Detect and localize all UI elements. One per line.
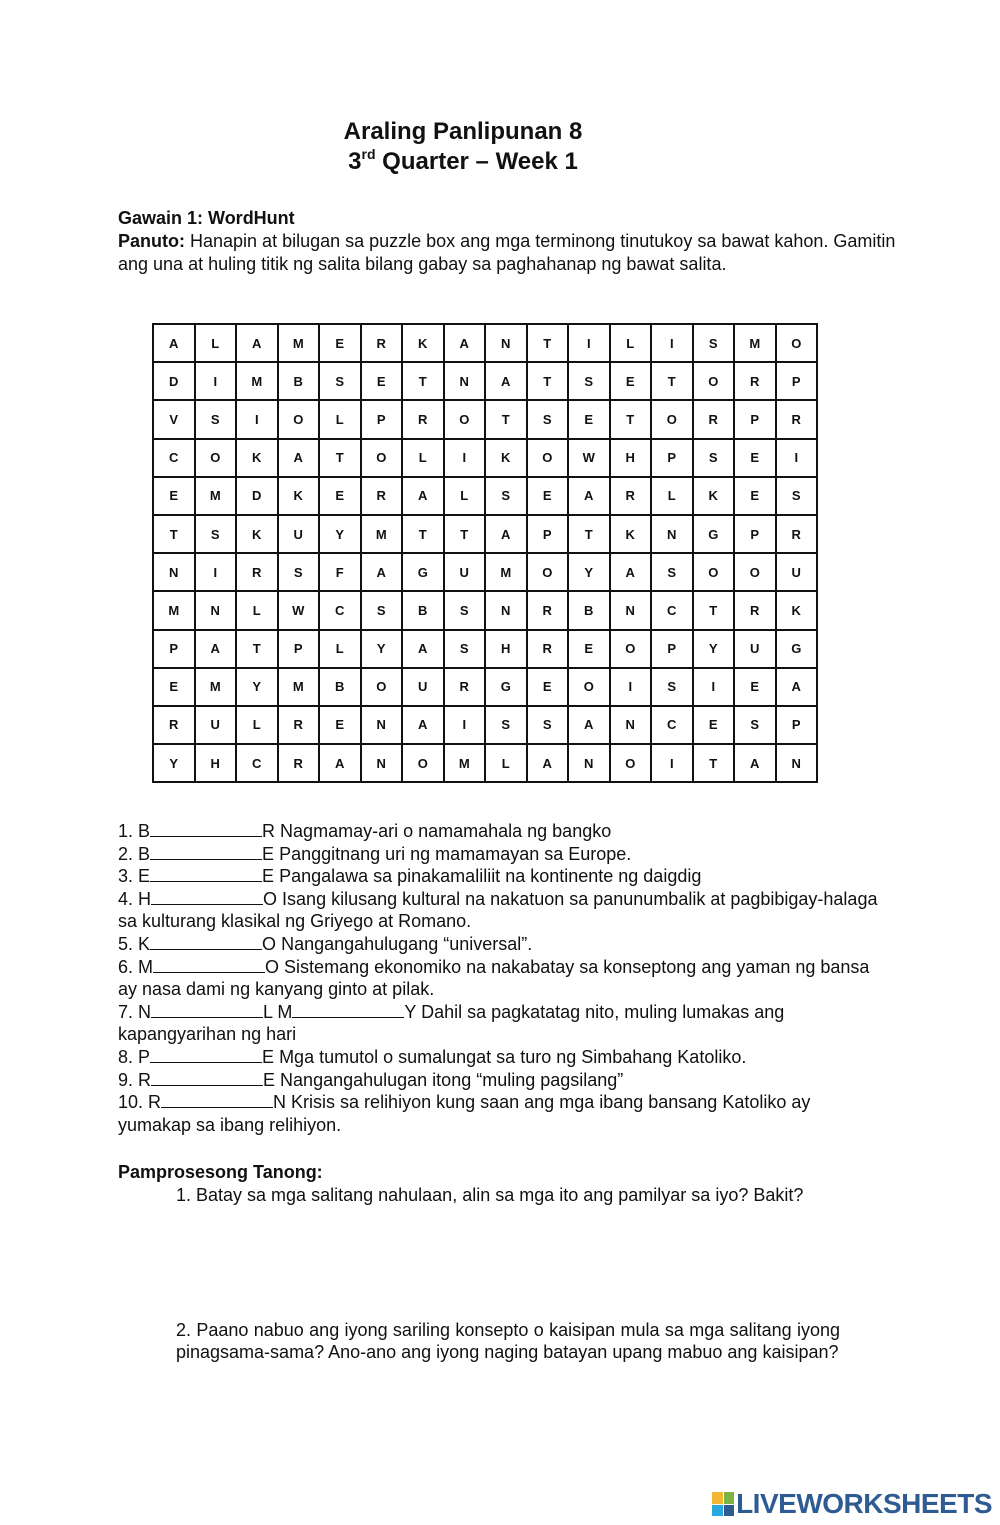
processing-questions-heading: Pamprosesong Tanong: [118,1162,323,1182]
clue-item [118,1046,878,1069]
grid-cell[interactable]: O [734,553,776,591]
quarter-number: 3 [348,148,362,175]
grid-cell[interactable]: A [236,324,278,362]
grid-cell[interactable]: E [734,439,776,477]
grid-cell[interactable]: R [278,744,320,782]
grid-cell[interactable]: N [568,744,610,782]
grid-cell[interactable]: M [278,668,320,706]
grid-cell[interactable]: M [734,324,776,362]
grid-cell[interactable]: K [693,477,735,515]
clue-first-letter: N [138,1001,152,1022]
clue-item [118,888,878,933]
clue-description: Nangangahulugang “universal”. [276,933,533,954]
grid-cell[interactable]: Y [319,515,361,553]
grid-cell[interactable]: I [651,324,693,362]
grid-cell[interactable]: T [693,744,735,782]
grid-cell[interactable]: S [734,706,776,744]
grid-cell[interactable]: N [485,591,527,629]
clue-description: Mga tumutol o sumalungat sa turo ng Simbahang Katoliko. [274,1046,747,1067]
grid-cell[interactable]: I [236,400,278,438]
clue-item [118,865,878,888]
clue-last-letter: E [262,866,275,887]
grid-cell[interactable]: E [734,668,776,706]
grid-cell[interactable]: L [651,477,693,515]
grid-cell[interactable]: T [319,439,361,477]
quarter-week: Quarter – Week 1 [375,148,578,175]
grid-cell[interactable]: A [568,477,610,515]
grid-cell[interactable]: E [153,668,195,706]
grid-cell[interactable]: P [776,706,818,744]
grid-cell[interactable]: G [693,515,735,553]
grid-cell[interactable]: D [153,362,195,400]
grid-cell[interactable]: Y [568,553,610,591]
grid-cell[interactable]: O [278,400,320,438]
clue-first-letter: B [138,821,151,841]
grid-cell[interactable]: M [236,362,278,400]
clue-last-letter: R [262,821,276,841]
grid-cell[interactable]: B [319,668,361,706]
grid-cell[interactable]: Y [236,668,278,706]
grid-cell[interactable]: S [776,477,818,515]
grid-cell[interactable]: K [236,439,278,477]
grid-cell[interactable]: R [361,324,403,362]
grid-row [153,324,817,362]
clue-description: Nangangahulugan itong “muling pagsilang” [275,1069,624,1090]
grid-cell[interactable]: A [734,744,776,782]
grid-cell[interactable]: R [693,400,735,438]
answer-blank[interactable] [151,1071,263,1086]
answer-blank[interactable] [151,1003,263,1018]
grid-cell[interactable]: P [527,515,569,553]
page-subtitle [0,148,926,176]
grid-cell[interactable]: P [651,630,693,668]
grid-row [153,591,817,629]
liveworksheets-logo-icon [712,1492,734,1516]
grid-cell[interactable]: N [361,706,403,744]
grid-cell[interactable]: M [195,477,237,515]
grid-cell[interactable]: V [153,400,195,438]
grid-cell[interactable]: O [651,400,693,438]
grid-cell[interactable]: M [444,744,486,782]
grid-cell[interactable]: S [693,324,735,362]
grid-cell[interactable]: S [527,400,569,438]
grid-cell[interactable]: B [568,591,610,629]
grid-cell[interactable]: I [195,553,237,591]
grid-cell[interactable]: E [734,477,776,515]
grid-cell[interactable]: G [776,630,818,668]
clue-last-letter: O [265,956,280,977]
grid-cell[interactable]: I [693,668,735,706]
grid-cell[interactable]: S [444,630,486,668]
grid-cell[interactable]: O [610,744,652,782]
grid-cell[interactable]: N [610,706,652,744]
grid-row [153,400,817,438]
grid-cell[interactable]: I [776,439,818,477]
clue-description: Krisis sa relihiyon kung saan ang mga ibang bansang Katoliko ay yumakap sa ibang relihiyon. [118,1092,811,1135]
grid-cell[interactable]: B [402,591,444,629]
brand-name: LIVEWORKSHEETS [736,1488,992,1519]
clue-last-letter: E [263,1069,276,1090]
grid-cell[interactable]: C [153,439,195,477]
grid-cell[interactable]: I [444,439,486,477]
grid-cell[interactable]: A [319,744,361,782]
grid-cell[interactable]: L [195,324,237,362]
grid-cell[interactable]: L [236,706,278,744]
grid-cell[interactable]: E [610,362,652,400]
answer-blank[interactable] [150,822,262,837]
grid-cell[interactable]: T [236,630,278,668]
grid-cell[interactable]: S [651,668,693,706]
grid-cell[interactable]: E [568,400,610,438]
clue-first-letter: M [138,956,154,977]
grid-cell[interactable]: R [734,591,776,629]
grid-cell[interactable]: S [485,477,527,515]
grid-cell[interactable]: Y [153,744,195,782]
activity-heading: Gawain 1: WordHunt [118,208,295,228]
grid-cell[interactable]: S [568,362,610,400]
grid-row [153,439,817,477]
answer-blank[interactable] [150,845,262,860]
grid-cell[interactable]: T [153,515,195,553]
grid-cell[interactable]: I [651,744,693,782]
grid-cell[interactable]: W [568,439,610,477]
grid-cell[interactable]: C [319,591,361,629]
grid-cell[interactable]: U [195,706,237,744]
grid-cell[interactable]: E [693,706,735,744]
grid-cell[interactable]: O [693,362,735,400]
grid-cell[interactable]: R [444,668,486,706]
clue-description: Sistemang ekonomiko na nakabatay sa konseptong ang yaman ng bansa ay nasa dami ng kanyang ginto at pilak. [118,956,870,1000]
clue-item [118,1001,878,1046]
grid-cell[interactable]: T [527,324,569,362]
grid-cell[interactable]: O [361,668,403,706]
grid-cell[interactable]: R [361,477,403,515]
clue-last-letter: O [262,933,277,954]
grid-cell[interactable]: M [361,515,403,553]
grid-cell[interactable]: E [319,706,361,744]
grid-cell[interactable]: A [444,324,486,362]
grid-cell[interactable]: L [610,324,652,362]
grid-cell[interactable]: M [195,668,237,706]
clue-number: 3. [118,866,134,887]
grid-cell[interactable]: A [610,553,652,591]
grid-cell[interactable]: R [153,706,195,744]
clue-number: 7. [118,1001,134,1022]
clue-description: Nagmamay-ari o namamahala ng bangko [275,821,612,841]
grid-cell[interactable]: S [527,706,569,744]
grid-cell[interactable]: F [319,553,361,591]
instruction-label: Panuto: [118,231,185,251]
grid-cell[interactable]: O [610,630,652,668]
grid-cell[interactable]: T [444,515,486,553]
clue-last-letter: E [262,1046,275,1067]
clue-number: 2. [118,843,134,864]
grid-cell[interactable]: A [485,515,527,553]
grid-cell[interactable]: N [776,744,818,782]
processing-question-1: 1. Batay sa mga salitang nahulaan, alin sa mga ito ang pamilyar sa iyo? Bakit? [176,1185,804,1205]
clue-item [118,1069,878,1092]
grid-cell[interactable]: R [527,591,569,629]
grid-cell[interactable]: M [278,324,320,362]
clue-description: Dahil sa pagkatatag nito, muling lumakas ang kapangyarihan ng hari [118,1001,785,1045]
clue-number: 10. [118,1092,144,1113]
grid-cell[interactable]: P [651,439,693,477]
grid-cell[interactable]: E [361,362,403,400]
grid-cell[interactable]: E [319,477,361,515]
answer-blank[interactable] [150,867,262,882]
grid-cell[interactable]: N [651,515,693,553]
grid-cell[interactable]: M [153,591,195,629]
grid-cell[interactable]: O [195,439,237,477]
grid-cell[interactable]: L [485,744,527,782]
grid-cell[interactable]: O [776,324,818,362]
grid-cell[interactable]: N [153,553,195,591]
grid-cell[interactable]: L [402,439,444,477]
grid-cell[interactable]: S [693,439,735,477]
grid-cell[interactable]: I [444,706,486,744]
clue-number: 5. [118,933,134,954]
clue-last-letter: E [262,843,275,864]
grid-cell[interactable]: O [527,553,569,591]
grid-cell[interactable]: A [485,362,527,400]
grid-cell[interactable]: P [734,515,776,553]
grid-cell[interactable]: W [278,591,320,629]
grid-cell[interactable]: I [610,668,652,706]
grid-row [153,630,817,668]
grid-cell[interactable]: U [278,515,320,553]
grid-cell[interactable]: T [693,591,735,629]
grid-cell[interactable]: A [153,324,195,362]
quarter-ordinal-suffix: rd [361,146,376,162]
clue-first-letter: H [138,888,152,909]
grid-cell[interactable]: C [236,744,278,782]
grid-cell[interactable]: E [319,324,361,362]
grid-cell[interactable]: C [651,706,693,744]
clue-last-letter: O [263,888,278,909]
grid-cell[interactable]: A [776,668,818,706]
grid-cell[interactable]: U [402,668,444,706]
grid-cell[interactable]: H [610,439,652,477]
grid-cell[interactable]: N [610,591,652,629]
grid-cell[interactable]: Y [693,630,735,668]
grid-cell[interactable]: R [776,515,818,553]
clue-last-letter: Y [404,1001,417,1022]
grid-cell[interactable]: S [361,591,403,629]
grid-cell[interactable]: A [402,706,444,744]
clue-last-letter: N [273,1092,287,1113]
grid-cell[interactable]: S [444,591,486,629]
grid-cell[interactable]: U [734,630,776,668]
grid-cell[interactable]: S [195,515,237,553]
grid-cell[interactable]: K [236,515,278,553]
grid-cell[interactable]: P [278,630,320,668]
grid-cell[interactable]: A [402,477,444,515]
grid-cell[interactable]: S [651,553,693,591]
grid-cell[interactable]: S [278,553,320,591]
instruction-text: Hanapin at bilugan sa puzzle box ang mga terminong tinutukoy sa bawat kahon. Gamitin ang una at huling titik ng salita bilang gabay sa paghahanap ng bawat salita. [118,231,896,274]
clue-last-letter: L M [263,1001,293,1022]
grid-cell[interactable]: T [527,362,569,400]
grid-cell[interactable]: R [402,400,444,438]
grid-cell[interactable]: O [444,400,486,438]
grid-cell[interactable]: R [776,400,818,438]
grid-cell[interactable]: E [568,630,610,668]
grid-cell[interactable]: N [444,362,486,400]
clue-first-letter: R [138,1069,152,1090]
grid-cell[interactable]: A [361,553,403,591]
grid-row [153,553,817,591]
grid-cell[interactable]: H [195,744,237,782]
grid-cell[interactable]: R [734,362,776,400]
grid-cell[interactable]: T [402,362,444,400]
grid-cell[interactable]: A [402,630,444,668]
grid-cell[interactable]: A [568,706,610,744]
grid-cell[interactable]: T [651,362,693,400]
clue-number: 4. [118,888,134,909]
grid-cell[interactable]: S [319,362,361,400]
grid-cell[interactable]: G [402,553,444,591]
grid-cell[interactable]: P [153,630,195,668]
grid-cell[interactable]: I [195,362,237,400]
grid-cell[interactable]: T [568,515,610,553]
grid-row [153,362,817,400]
answer-blank[interactable] [292,1003,404,1018]
grid-cell[interactable]: L [319,630,361,668]
clue-first-letter: E [138,866,151,887]
clue-first-letter: B [138,843,151,864]
answer-blank[interactable] [161,1093,273,1108]
grid-cell[interactable]: C [651,591,693,629]
clue-item [118,1091,878,1136]
grid-cell[interactable]: G [485,668,527,706]
grid-cell[interactable]: U [776,553,818,591]
grid-cell[interactable]: O [693,553,735,591]
grid-cell[interactable]: N [361,744,403,782]
grid-cell[interactable]: P [361,400,403,438]
grid-cell[interactable]: L [236,591,278,629]
grid-cell[interactable]: I [568,324,610,362]
clue-number: 6. [118,956,134,977]
grid-cell[interactable]: R [610,477,652,515]
grid-cell[interactable]: L [444,477,486,515]
grid-cell[interactable]: B [278,362,320,400]
grid-cell[interactable]: K [278,477,320,515]
grid-cell[interactable]: R [278,706,320,744]
clue-first-letter: P [138,1046,151,1067]
answer-blank[interactable] [153,958,265,973]
clue-number: 9. [118,1069,134,1090]
clue-list [118,820,878,1136]
grid-cell[interactable]: R [527,630,569,668]
grid-cell[interactable]: P [776,362,818,400]
clue-item [118,820,878,843]
grid-cell[interactable]: H [485,630,527,668]
grid-cell[interactable]: D [236,477,278,515]
grid-cell[interactable]: O [402,744,444,782]
grid-row [153,744,817,782]
grid-cell[interactable]: U [444,553,486,591]
grid-cell[interactable]: O [361,439,403,477]
grid-cell[interactable]: N [195,591,237,629]
grid-cell[interactable]: O [568,668,610,706]
clue-number: 8. [118,1046,134,1067]
activity-instructions [118,230,918,276]
clue-item [118,933,878,956]
answer-blank[interactable] [151,890,263,905]
answer-blank[interactable] [150,1048,262,1063]
grid-cell[interactable]: Y [361,630,403,668]
clue-description: Isang kilusang kultural na nakatuon sa panunumbalik at pagbibigay-halaga sa kulturang klasikal ng Griyego at Romano. [118,888,878,932]
grid-cell[interactable]: R [236,553,278,591]
grid-row [153,477,817,515]
clue-item [118,956,878,1001]
grid-cell[interactable]: O [527,439,569,477]
grid-row [153,668,817,706]
grid-cell[interactable]: T [610,400,652,438]
grid-row [153,706,817,744]
grid-cell[interactable]: S [195,400,237,438]
grid-cell[interactable]: A [195,630,237,668]
grid-cell[interactable]: A [278,439,320,477]
grid-cell[interactable]: L [319,400,361,438]
grid-cell[interactable]: E [527,668,569,706]
grid-cell[interactable]: K [776,591,818,629]
grid-cell[interactable]: K [485,439,527,477]
word-search-grid [152,323,818,783]
processing-question-2: 2. Paano nabuo ang iyong sariling konsepto o kaisipan mula sa mga salitang iyong pinagsama-sama? Ano-ano ang iyong naging batayan upang mabuo ang kaisipan? [176,1320,840,1362]
grid-cell[interactable]: E [527,477,569,515]
clue-first-letter: R [148,1092,162,1113]
grid-cell[interactable]: T [485,400,527,438]
clue-description: Panggitnang uri ng mamamayan sa Europe. [274,843,632,864]
liveworksheets-logo[interactable] [712,1488,992,1520]
grid-cell[interactable]: P [734,400,776,438]
clue-first-letter: K [138,933,151,954]
clue-item [118,843,878,866]
grid-cell[interactable]: K [610,515,652,553]
grid-cell[interactable]: M [485,553,527,591]
clue-description: Pangalawa sa pinakamaliliit na kontinente ng daigdig [274,866,702,887]
clue-number: 1. [118,821,134,841]
grid-row [153,515,817,553]
grid-cell[interactable]: N [485,324,527,362]
grid-cell[interactable]: E [153,477,195,515]
grid-cell[interactable]: K [402,324,444,362]
page-title: Araling Panlipunan 8 [343,118,583,145]
grid-cell[interactable]: A [527,744,569,782]
grid-cell[interactable]: S [485,706,527,744]
answer-blank[interactable] [150,935,262,950]
grid-cell[interactable]: T [402,515,444,553]
